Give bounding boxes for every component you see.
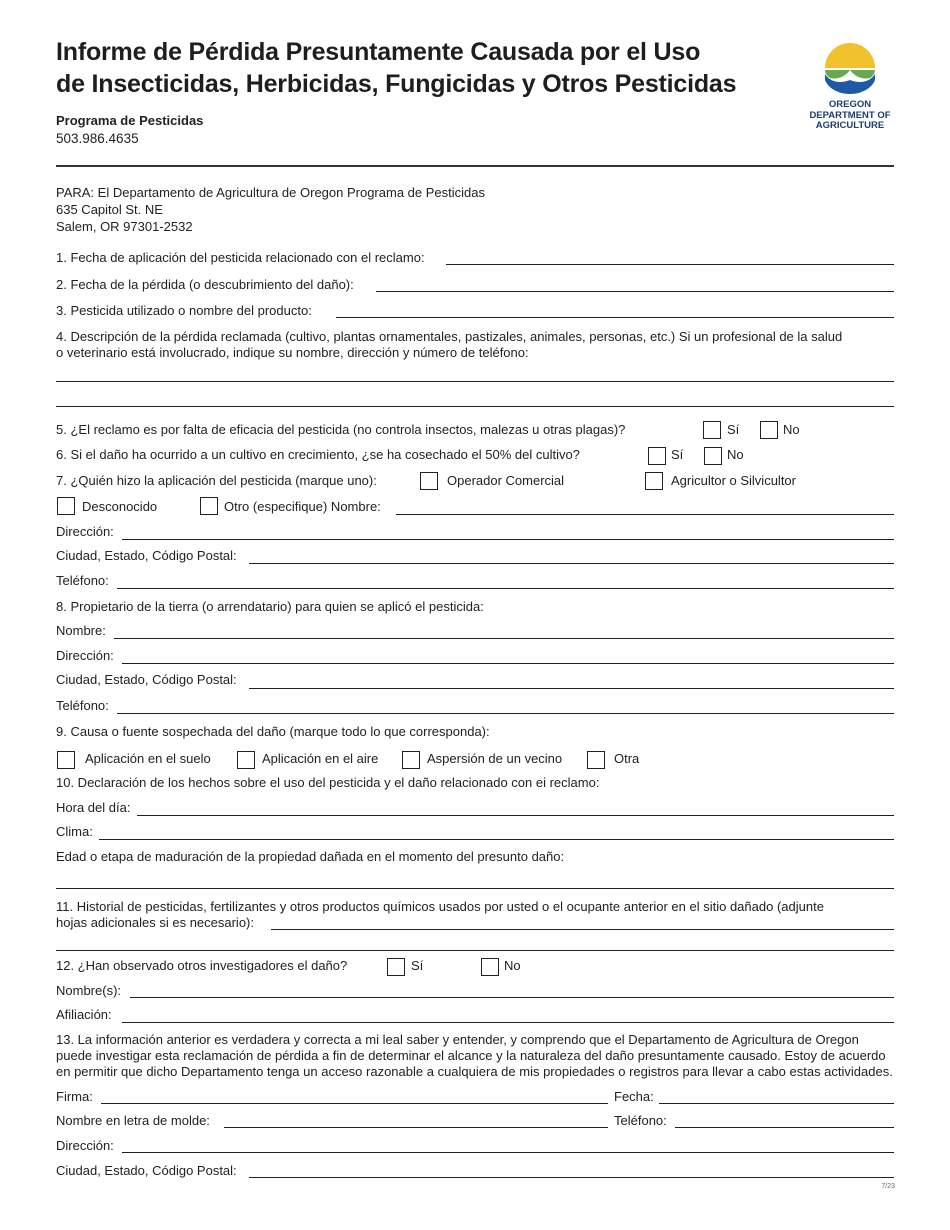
q12-names-label: Nombre(s):	[56, 983, 122, 998]
program-name: Programa de Pesticidas	[56, 113, 204, 128]
q7-other-name-field[interactable]	[396, 514, 894, 515]
q11-field-1[interactable]	[271, 929, 894, 930]
q10-stage-label: Edad o etapa de maduración de la propiedad dañada en el momento del presunto daño:	[56, 849, 565, 864]
address-line1: PARA: El Departamento de Agricultura de Oregon Programa de Pesticidas	[56, 185, 485, 200]
q8-phone-label: Teléfono:	[56, 698, 109, 713]
q6-no-checkbox[interactable]	[704, 447, 722, 465]
q10-time-field[interactable]	[137, 815, 894, 816]
form-title-line2: de Insecticidas, Herbicidas, Fungicidas y Otros Pesticidas	[56, 70, 737, 98]
q1-field[interactable]	[446, 264, 894, 265]
q12-names-field[interactable]	[130, 997, 894, 998]
logo-line3: AGRICULTURE	[815, 120, 885, 131]
q8-city-field[interactable]	[249, 688, 894, 689]
signature-label: Firma:	[56, 1089, 93, 1104]
q5-no-label: No	[783, 422, 800, 437]
q9-neighbor-checkbox[interactable]	[402, 751, 420, 769]
header-divider	[56, 165, 894, 167]
q9-soil-label: Aplicación en el suelo	[85, 751, 211, 766]
oda-logo-icon	[802, 40, 898, 100]
program-phone: 503.986.4635	[56, 131, 139, 146]
q4-label-line1: 4. Descripción de la pérdida reclamada (cultivo, plantas ornamentales, pastizales, animales, personas, etc.) Si un profesional de la salud	[56, 329, 843, 344]
q13-line2: puede investigar esta reclamación de pérdida a fin de determinar el alcance y la naturaleza del daño presuntamente causado. Estoy de acuerdo	[56, 1048, 886, 1063]
form-title	[56, 36, 816, 100]
q5-yes-checkbox[interactable]	[703, 421, 721, 439]
print-name-label: Nombre en letra de molde:	[56, 1113, 210, 1128]
address-line3: Salem, OR 97301-2532	[56, 219, 193, 234]
q12-affiliation-field[interactable]	[122, 1022, 894, 1023]
q9-air-checkbox[interactable]	[237, 751, 255, 769]
q7-commercial-label: Operador Comercial	[447, 473, 565, 488]
print-name-field[interactable]	[224, 1127, 608, 1128]
q2-label: 2. Fecha de la pérdida (o descubrimiento del daño):	[56, 277, 354, 292]
signer-phone-label: Teléfono:	[614, 1113, 667, 1128]
q1-label: 1. Fecha de aplicación del pesticida relacionado con el reclamo:	[56, 250, 425, 265]
q8-name-field[interactable]	[114, 638, 894, 639]
signer-address-field[interactable]	[122, 1152, 894, 1153]
q7-unknown-checkbox[interactable]	[57, 497, 75, 515]
q8-address-label: Dirección:	[56, 648, 114, 663]
q8-address-field[interactable]	[122, 663, 894, 664]
address-line2: 635 Capitol St. NE	[56, 202, 163, 217]
q8-label: 8. Propietario de la tierra (o arrendatario) para quien se aplicó el pesticida:	[56, 599, 484, 614]
signer-city-field[interactable]	[249, 1177, 894, 1178]
q7-city-label: Ciudad, Estado, Código Postal:	[56, 548, 237, 563]
q7-label: 7. ¿Quién hizo la aplicación del pesticida (marque uno):	[56, 473, 377, 488]
q9-other-label: Otra	[614, 751, 640, 766]
q7-city-field[interactable]	[249, 563, 894, 564]
form-title-line1: Informe de Pérdida Presuntamente Causada por el Uso	[56, 38, 701, 66]
q7-phone-label: Teléfono:	[56, 573, 109, 588]
q6-no-label: No	[727, 447, 744, 462]
q7-unknown-label: Desconocido	[82, 499, 158, 514]
date-label: Fecha:	[614, 1089, 654, 1104]
logo-line1: OREGON	[828, 99, 872, 110]
q11-label-line1: 11. Historial de pesticidas, fertilizantes y otros productos químicos usados por usted o el ocupante anterior en el sitio dañado (adjunte	[56, 899, 824, 914]
q13-line3: en permitir que dicho Departamento tenga un acceso razonable a cualquiera de mis propiedades o registros para llevar a cabo estas actividades.	[56, 1064, 893, 1079]
q7-other-label: Otro (especifique) Nombre:	[224, 499, 381, 514]
q5-no-checkbox[interactable]	[760, 421, 778, 439]
date-field[interactable]	[659, 1103, 894, 1104]
q7-farmer-checkbox[interactable]	[645, 472, 663, 490]
q10-label: 10. Declaración de los hechos sobre el uso del pesticida y el daño relacionado con ei reclamo:	[56, 775, 600, 790]
q5-yes-label: Sí	[727, 422, 740, 437]
oda-logo	[802, 40, 898, 135]
signer-phone-field[interactable]	[675, 1127, 894, 1128]
q9-neighbor-label: Aspersión de un vecino	[427, 751, 563, 766]
q10-time-label: Hora del día:	[56, 800, 131, 815]
signature-field[interactable]	[101, 1103, 608, 1104]
form-revision-code: 7/23	[881, 1183, 895, 1190]
q8-phone-field[interactable]	[117, 713, 894, 714]
signer-address-label: Dirección:	[56, 1138, 114, 1153]
q9-label: 9. Causa o fuente sospechada del daño (marque todo lo que corresponda):	[56, 724, 490, 739]
q7-commercial-checkbox[interactable]	[420, 472, 438, 490]
q10-stage-field[interactable]	[56, 888, 894, 889]
q4-field-2[interactable]	[56, 406, 894, 407]
q7-address-field[interactable]	[122, 539, 894, 540]
q3-label: 3. Pesticida utilizado o nombre del producto:	[56, 303, 312, 318]
q5-label: 5. ¿El reclamo es por falta de eficacia del pesticida (no controla insectos, malezas u otras plagas)?	[56, 422, 626, 437]
q12-affiliation-label: Afiliación:	[56, 1007, 112, 1022]
q6-yes-checkbox[interactable]	[648, 447, 666, 465]
q12-no-checkbox[interactable]	[481, 958, 499, 976]
q10-weather-label: Clima:	[56, 824, 93, 839]
q8-name-label: Nombre:	[56, 623, 106, 638]
q7-farmer-label: Agricultor o Silvicultor	[671, 473, 796, 488]
q12-label: 12. ¿Han observado otros investigadores el daño?	[56, 958, 348, 973]
q7-other-checkbox[interactable]	[200, 497, 218, 515]
q10-weather-field[interactable]	[99, 839, 894, 840]
q9-soil-checkbox[interactable]	[57, 751, 75, 769]
q9-air-label: Aplicación en el aire	[262, 751, 379, 766]
q12-yes-label: Sí	[411, 958, 424, 973]
q13-line1: 13. La información anterior es verdadera y correcta a mi leal saber y entender, y comprendo que el Departamento de Agricultura de Oregon	[56, 1032, 859, 1047]
q8-city-label: Ciudad, Estado, Código Postal:	[56, 672, 237, 687]
q4-field-1[interactable]	[56, 381, 894, 382]
q9-other-checkbox[interactable]	[587, 751, 605, 769]
q6-label: 6. Si el daño ha ocurrido a un cultivo en crecimiento, ¿se ha cosechado el 50% del cultivo?	[56, 447, 580, 462]
q6-yes-label: Sí	[671, 447, 684, 462]
q12-yes-checkbox[interactable]	[387, 958, 405, 976]
q3-field[interactable]	[336, 317, 894, 318]
oda-logo-text	[802, 100, 898, 132]
signer-city-label: Ciudad, Estado, Código Postal:	[56, 1163, 237, 1178]
q12-no-label: No	[504, 958, 521, 973]
q2-field[interactable]	[376, 291, 894, 292]
q7-address-label: Dirección:	[56, 524, 114, 539]
q11-field-2[interactable]	[56, 950, 894, 951]
q4-label-line2: o veterinario está involucrado, indique su nombre, dirección y número de teléfono:	[56, 345, 529, 360]
q7-phone-field[interactable]	[117, 588, 894, 589]
q11-label-line2: hojas adicionales si es necesario):	[56, 915, 254, 930]
logo-line2: DEPARTMENT OF	[809, 109, 891, 121]
